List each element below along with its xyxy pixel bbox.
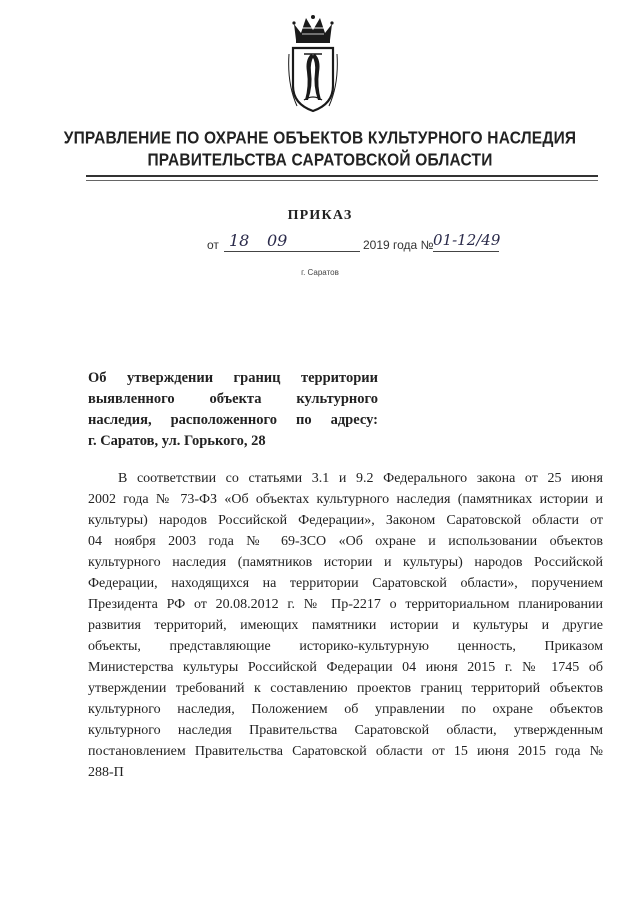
crown-icon <box>292 15 333 43</box>
year-and-number-label: 2019 года № <box>363 238 434 252</box>
subject-line: выявленного объекта культурного <box>88 391 378 407</box>
body-text-line: культурного наследия Правительства Саратовской области, утвержденным <box>88 723 603 738</box>
date-prefix: от <box>207 238 219 252</box>
document-type-title: ПРИКАЗ <box>287 208 353 223</box>
subject-line: Об утверждении границ территории <box>88 370 378 386</box>
header-divider-thick <box>86 175 598 177</box>
city-of-issue: г. Саратов <box>301 268 339 277</box>
body-text-line: культурного наследия, Положением об управлении по охране объектов <box>88 702 603 717</box>
handwritten-date-month: 09 <box>267 231 288 250</box>
body-text-line: утверждении требований к составлению проектов границ территорий объектов <box>88 681 603 696</box>
header-divider-thin <box>86 180 598 181</box>
body-text-line: Президента РФ от 20.08.2012 г. № Пр-2217 о территориальном планировании <box>88 597 603 612</box>
body-text-line: 2002 года № 73-ФЗ «Об объектах культурного наследия (памятниках истории и <box>88 492 603 507</box>
body-text-line: 04 ноября 2003 года № 69-ЗСО «Об охране и использовании объектов <box>88 534 603 549</box>
body-text-line: постановлением Правительства Саратовской области от 15 июня 2015 года № <box>88 744 603 759</box>
body-text-line: культуры) народов Российской Федерации», Законом Саратовской области от <box>88 513 603 528</box>
date-underline <box>224 251 360 252</box>
body-text-line: объекты, представляющие историко-культурную ценность, Приказом <box>88 639 603 654</box>
body-text-line: развития территорий, имеющих памятники истории и культуры и другие <box>88 618 603 633</box>
organization-title-line-2: ПРАВИТЕЛЬСТВА САРАТОВСКОЙ ОБЛАСТИ <box>147 150 493 170</box>
subject-line: наследия, расположенного по адресу: <box>88 412 378 428</box>
body-text-line: 288-П <box>88 765 124 780</box>
handwritten-date-day: 18 <box>229 231 250 250</box>
body-text-line: Федерации, находящихся на территории Саратовской области», поручением <box>88 576 603 591</box>
coat-of-arms-emblem <box>287 14 339 114</box>
body-text-line: Министерства культуры Российской Федерации 04 июня 2015 г. № 1745 об <box>88 660 603 675</box>
number-underline <box>433 251 499 252</box>
body-text-line: В соответствии со статьями 3.1 и 9.2 Федерального закона от 25 июня <box>118 471 603 486</box>
organization-title-line-1: УПРАВЛЕНИЕ ПО ОХРАНЕ ОБЪЕКТОВ КУЛЬТУРНОГО НАСЛЕДИЯ <box>63 128 577 148</box>
body-text-line: культурного наследия (памятников истории и культуры) народов Российской <box>88 555 603 570</box>
handwritten-document-number: 01-12/49 <box>433 231 501 249</box>
subject-line: г. Саратов, ул. Горького, 28 <box>88 433 266 449</box>
